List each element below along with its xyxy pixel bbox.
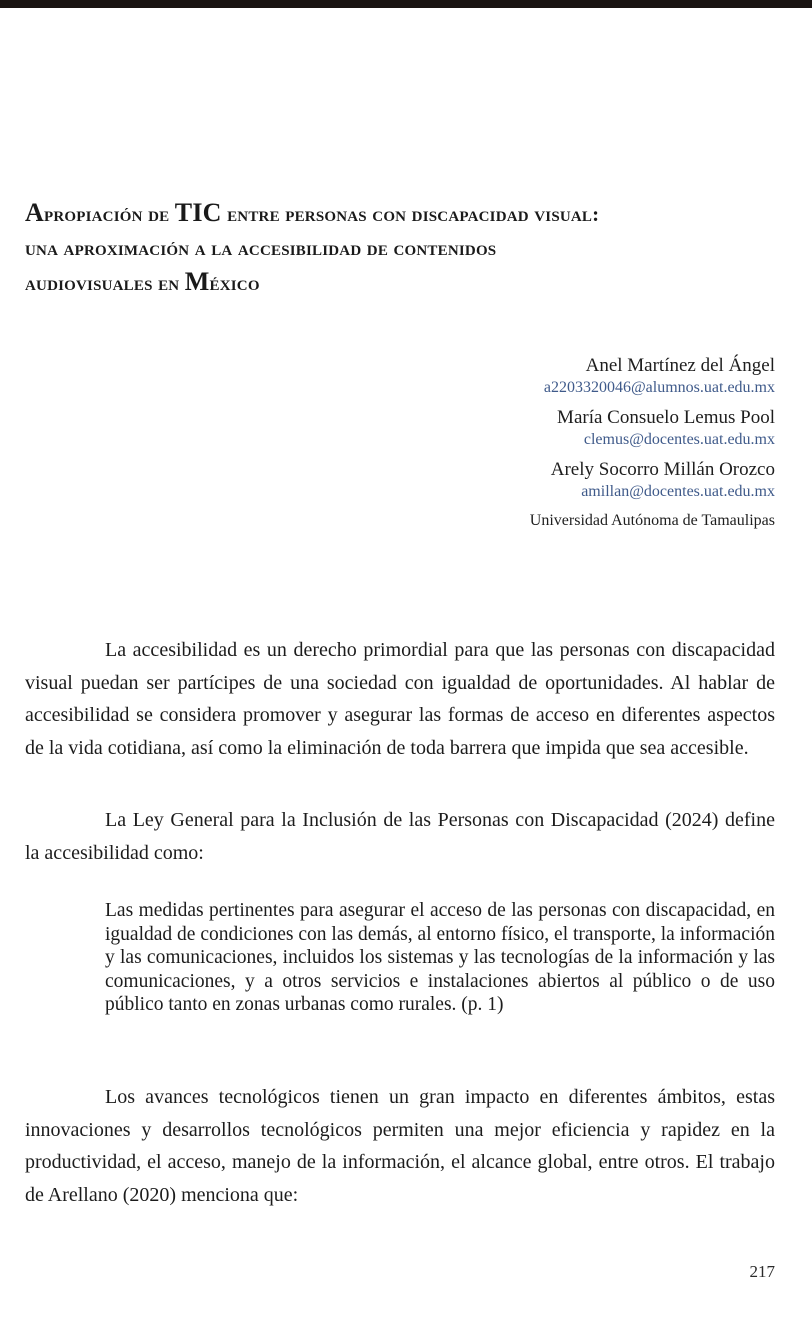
body-paragraph-1 [25,634,775,764]
title-country-cap: M [184,267,210,296]
title-line-1-end: entre personas con discapacidad visual: [221,202,600,226]
title-line-3-part: audiovisuales en [25,271,185,295]
body-paragraph-3 [25,1081,775,1211]
author-name: Arely Socorro Millán Orozco [550,459,775,480]
title-line-1 [25,196,790,231]
page-number: 217 [749,1262,775,1281]
author-name: María Consuelo Lemus Pool [557,407,775,428]
paragraph-text: La accesibilidad es un derecho primordial para que las personas con discapacidad visual puedan ser partícipes de una sociedad con igualdad de oportunidades. Al hablar de accesibilidad se considera promover y asegurar las formas de acceso en diferentes aspectos de la vida cotidiana, así como la eliminación de toda barrera que impida que sea accesible. [25,639,775,759]
author-email-link[interactable]: clemus@docentes.uat.edu.mx [583,431,775,448]
article-title [25,196,790,300]
author-name: Anel Martínez del Ángel [585,355,775,376]
author-email-link[interactable]: a2203320046@alumnos.uat.edu.mx [543,379,775,396]
title-line-3 [25,265,790,300]
paragraph-text: Los avances tecnológicos tienen un gran impacto en diferentes ámbitos, estas innovaciones y desarrollos tecnológicos permiten una mejor eficiencia y rapidez en la productividad, el acceso, manejo de la información, el alcance global, entre otros. El trabajo de Arellano (2020) menciona que: [25,1086,775,1206]
title-line-2: una aproximación a la accesibilidad de contenidos [25,236,497,260]
body-paragraph-2 [25,804,775,869]
title-line-1-part: propiación de [43,202,175,226]
paragraph-text: La Ley General para la Inclusión de las Personas con Discapacidad (2024) define la accesibilidad como: [25,809,775,864]
author-email-link[interactable]: amillan@docentes.uat.edu.mx [581,483,775,500]
title-acronym: TIC [174,198,222,227]
author-block [275,350,775,532]
affiliation: Universidad Autónoma de Tamaulipas [529,512,775,529]
title-initial-cap: A [25,198,44,227]
block-quote: Las medidas pertinentes para asegurar el acceso de las personas con discapacidad, en igualdad de condiciones con las demás, al entorno físico, el transporte, la información y las comunicaciones, incluidos los sistemas y las tecnologías de la información y las comunicaciones, y a otros servicios e instalaciones abiertos al público o de uso público tanto en zonas urbanas como rurales. (p. 1) [105,900,775,1016]
title-line-3-end: éxico [209,271,260,295]
